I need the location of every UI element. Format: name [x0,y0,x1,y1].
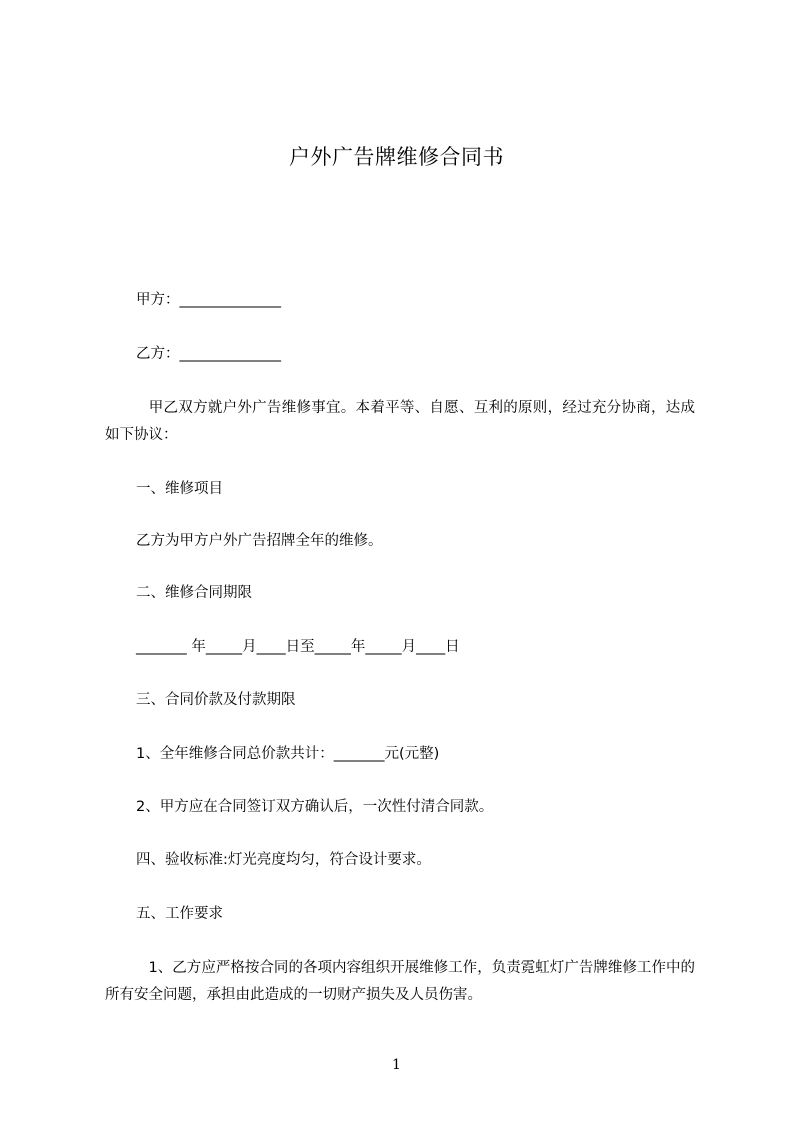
section3-item-1: 1、全年维修合同总价款共计：_______元(元整) [136,746,440,762]
section5-heading: 五、工作要求 [136,906,223,922]
section1-heading: 一、维修项目 [136,481,223,497]
party-a-line: 甲方：______________ [136,292,281,308]
document-title: 户外广告牌维修合同书 [289,145,504,169]
section1-text: 乙方为甲方户外广告招牌全年的维修。 [136,533,383,549]
intro-paragraph: 甲乙双方就户外广告维修事宜。本着平等、自愿、互利的原则，经过充分协商，达成如下协议： [105,400,695,443]
page-number: 1 [392,1057,401,1073]
party-b-line: 乙方：______________ [136,346,281,362]
section4-text: 四、验收标准:灯光亮度均匀，符合设计要求。 [136,852,431,868]
section5-item-1: 1、乙方应严格按合同的各项内容组织开展维修工作，负责霓虹灯广告牌维修工作中的所有安全问题，承担由此造成的一切财产损失及人员伤害。 [105,960,695,1003]
section3-item-2: 2、甲方应在合同签订双方确认后，一次性付清合同款。 [136,799,494,815]
section2-date-range: _______ 年_____月____日至_____年_____月____日 [136,639,460,655]
section3-heading: 三、合同价款及付款期限 [136,692,296,708]
section2-heading: 二、维修合同期限 [136,585,252,601]
